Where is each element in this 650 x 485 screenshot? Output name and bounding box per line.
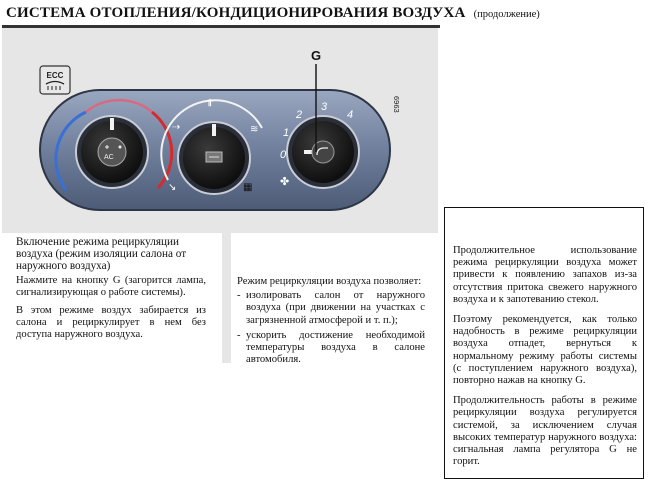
benefits-list (237, 290, 425, 366)
note-paragraph-1: Продолжительное использование режима рециркуляции воздуха может привести к появлению запахов из-за отсутствия притока свежего наружного воздуха и к запотеванию стекол. (453, 245, 637, 305)
continued-note: (продолжение) (473, 9, 540, 20)
rear-defrost-icon: ▦ (243, 182, 253, 193)
fan-speed-2: 2 (296, 109, 303, 121)
list-item: - ускорить достижение необходимой температуры воздуха в салоне автомобиля. (237, 329, 425, 366)
column-3 (453, 245, 637, 476)
defrost-icon: ≋ (250, 124, 259, 135)
ecc-label: ECC (46, 71, 64, 80)
page-title: СИСТЕМА ОТОПЛЕНИЯ/КОНДИЦИОНИРОВАНИЯ ВОЗДУХА (6, 5, 466, 21)
col1-paragraph-2: В этом режиме воздух забирается из салона и рециркулирует в нем без доступа наружного воздуха. (16, 305, 206, 341)
list-item: - изолировать салон от наружного воздуха (при движении на участках с загрязненной атмосферой и т. п.); (237, 290, 425, 326)
fan-speed-knob (287, 116, 359, 188)
fan-icon: ✤ (280, 175, 290, 188)
fan-speed-0: 0 (280, 149, 287, 161)
image-code: 6963 (392, 96, 401, 113)
fan-speed-3: 3 (321, 101, 328, 113)
callout-letter-g: G (311, 48, 322, 63)
ecc-button (40, 66, 70, 94)
col1-paragraph-1: Нажмите на кнопку G (загорится лампа, сигнализирующая о работе системы). (16, 274, 206, 298)
foot-vent-icon: ↘ (168, 182, 177, 193)
ac-label: AC (104, 154, 114, 161)
temperature-knob (76, 116, 148, 188)
face-vent-icon: ⇢ (172, 122, 181, 133)
fan-speed-1: 1 (283, 127, 290, 139)
column-1 (16, 236, 206, 348)
section-heading: Включение режима рециркуляции воздуха (режим изоляции салона от наружного воздуха) (16, 236, 187, 273)
column-2 (237, 276, 425, 369)
air-distribution-knob (178, 122, 253, 194)
note-paragraph-3: Продолжительность работы в режиме рециркуляции воздуха регулируется системой, за исключением случая высоких температур наружного воздуха: сигнальная лампа регулятора G не горит. (453, 395, 637, 468)
note-paragraph-2: Поэтому рекомендуется, как только надобность в режиме рециркуляции воздуха отпадет, вернуться к нормальному режиму работы системы (с поступлением наружного воздуха), повторно нажав на кнопку G. (453, 314, 637, 387)
windshield-vent-icon: ⥣ (206, 98, 214, 109)
col2-intro: Режим рециркуляции воздуха позволяет: (237, 276, 422, 287)
fan-speed-4: 4 (347, 109, 354, 121)
